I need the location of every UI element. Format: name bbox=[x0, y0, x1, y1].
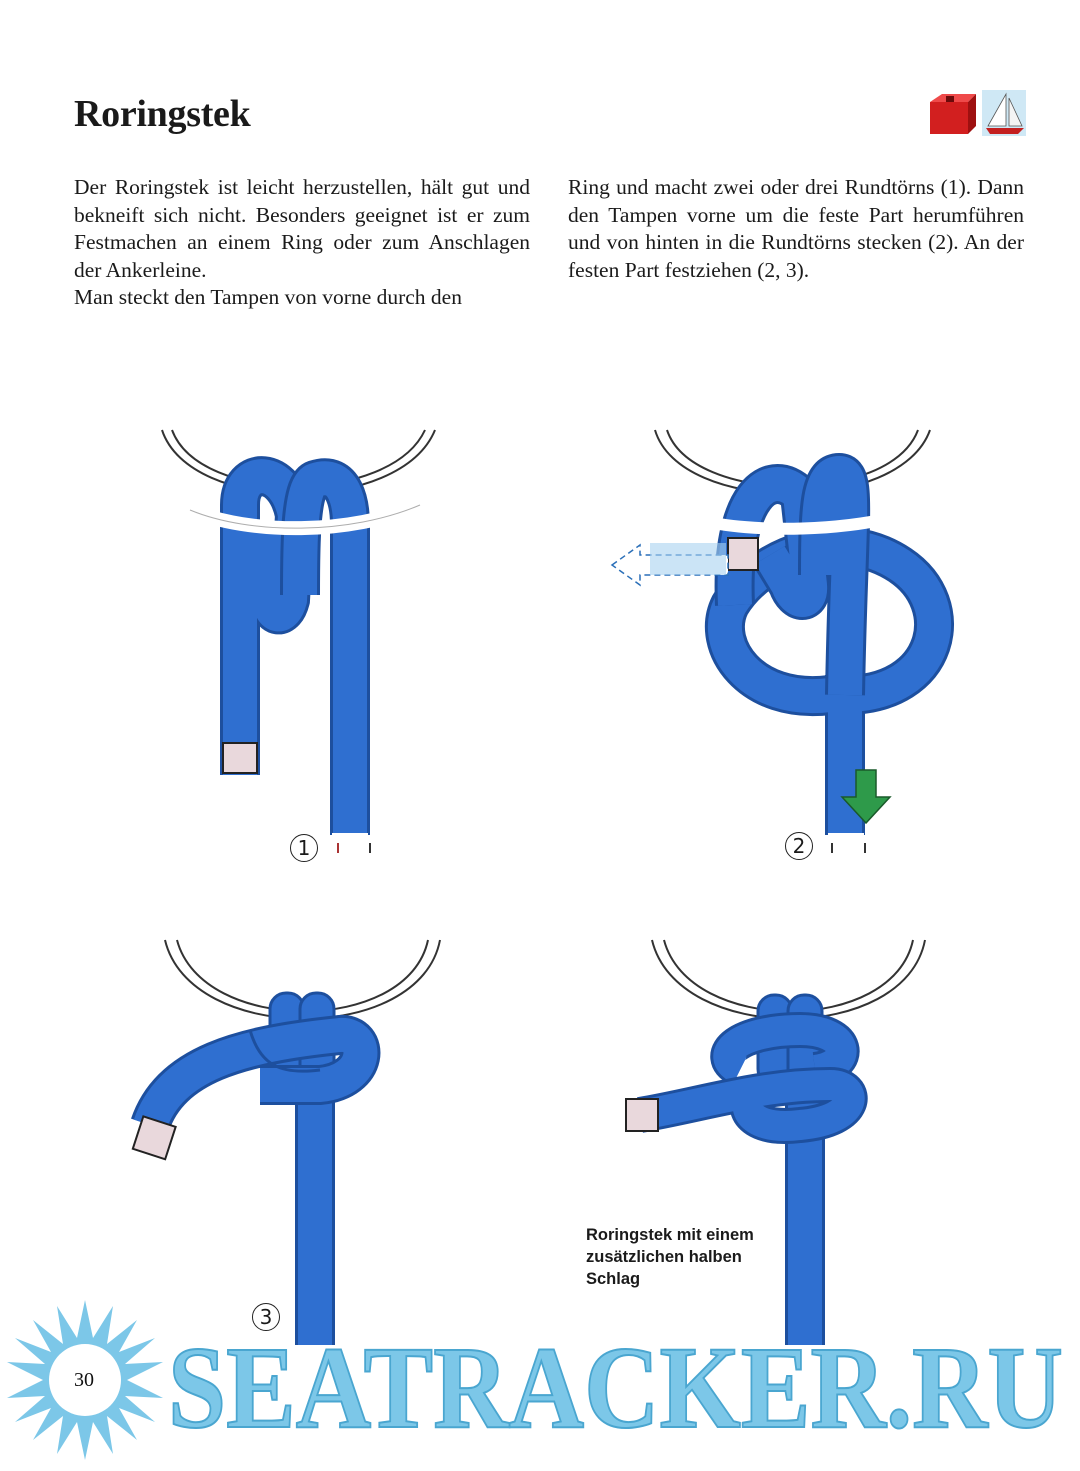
page-number: 30 bbox=[74, 1369, 94, 1391]
knot-step-1-illustration bbox=[150, 425, 450, 865]
figure-number-2: 2 bbox=[785, 832, 813, 860]
intro-paragraph: Der Roringstek ist leicht herzustellen, hält gut und bekneift sich nicht. Besonders geeignet ist er zum Festmachen an einem Ring oder zum Anschlagen der Ankerleine. bbox=[74, 175, 530, 282]
figure-number-1: 1 bbox=[290, 834, 318, 862]
variant-caption bbox=[586, 1224, 786, 1290]
instruction-paragraph-continued: Ring und macht zwei oder drei Rundtörns (1). Dann den Tampen vorne um die feste Part herumführen und von hinten in die Rundtörns stecken (2). An der festen Part festziehen (2, 3). bbox=[568, 175, 1024, 282]
caption-line-1: Roringstek mit einem bbox=[586, 1226, 754, 1244]
watermark-label: SEATRACKER.RU bbox=[168, 1322, 1063, 1453]
sailboat-icon bbox=[982, 90, 1026, 136]
figure-number-3: 3 bbox=[252, 1303, 280, 1331]
category-icons bbox=[926, 88, 1030, 138]
text-column-left bbox=[74, 174, 530, 312]
pull-left-arrow-icon bbox=[612, 543, 728, 585]
page-title: Roringstek bbox=[74, 93, 251, 135]
caption-line-3: Schlag bbox=[586, 1270, 641, 1288]
watermark-text bbox=[168, 1322, 1068, 1453]
knot-variant-illustration bbox=[600, 935, 940, 1355]
gift-box-icon bbox=[930, 94, 976, 134]
caption-line-2: zusätzlichen halben bbox=[586, 1248, 742, 1266]
instruction-paragraph-start: Man steckt den Tampen von vorne durch den bbox=[74, 285, 462, 309]
text-column-right bbox=[568, 174, 1024, 284]
knot-step-3-illustration bbox=[120, 935, 460, 1355]
knot-step-2-illustration bbox=[600, 425, 960, 865]
